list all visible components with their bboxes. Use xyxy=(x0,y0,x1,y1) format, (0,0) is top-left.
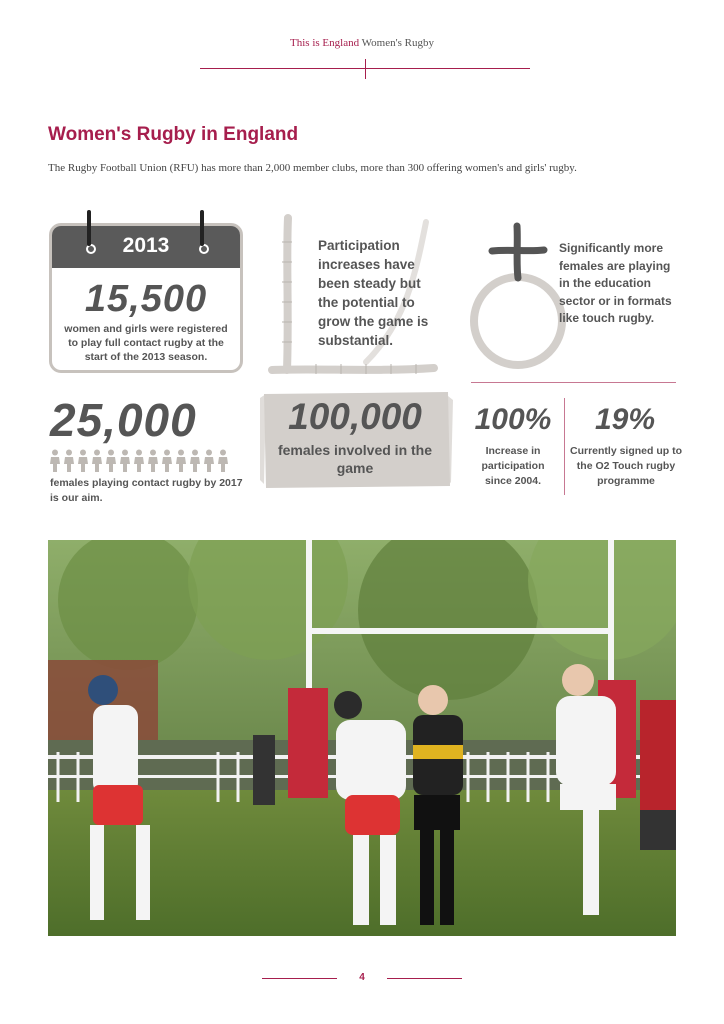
page-title: Women's Rugby in England xyxy=(48,124,299,145)
person-icon xyxy=(64,450,74,473)
person-icon xyxy=(176,450,186,473)
graph-stat-text: Participation increases have been steady but the potential to grow the game is substantial. xyxy=(318,238,429,348)
touch-number: 19% xyxy=(594,403,656,436)
female-symbol-icon xyxy=(468,218,568,374)
header-rest: Women's Rugby xyxy=(361,37,434,49)
rugby-match-photo xyxy=(48,540,676,936)
page-number: 4 xyxy=(359,972,365,983)
person-icon xyxy=(204,450,214,473)
calendar-stat xyxy=(49,223,243,373)
person-icon xyxy=(162,450,172,473)
person-icon xyxy=(78,450,88,473)
calendar-description: women and girls were registered to play full contact rugby at the start of the 2013 season. xyxy=(64,323,228,363)
intro-paragraph: The Rugby Football Union (RFU) has more than 2,000 member clubs, more than 300 offering women's and girls' rugby. xyxy=(48,162,577,174)
aim-description: females playing contact rugby by 2017 is our aim. xyxy=(50,477,243,504)
involved-number: 100,000 xyxy=(288,396,422,437)
stat-divider xyxy=(564,398,565,495)
aim-number: 25,000 xyxy=(50,394,197,446)
involved-description: females involved in the game xyxy=(277,442,433,476)
running-header xyxy=(0,37,724,49)
footer-rule-left xyxy=(262,978,337,979)
calendar-binder-right-icon xyxy=(200,210,204,246)
symbol-rule xyxy=(471,382,676,383)
footer-rule-right xyxy=(387,978,462,979)
increase-number: 100% xyxy=(474,403,552,436)
header-accent: This is England xyxy=(290,37,360,49)
people-row-icon xyxy=(50,449,234,473)
calendar-binder-left-icon xyxy=(87,210,91,246)
touch-description: Currently signed up to the O2 Touch rugby programme xyxy=(570,445,683,487)
header-tick xyxy=(365,59,366,79)
person-icon xyxy=(148,450,158,473)
person-icon xyxy=(134,450,144,473)
person-icon xyxy=(218,450,228,473)
person-icon xyxy=(50,450,60,473)
person-icon xyxy=(92,450,102,473)
person-icon xyxy=(120,450,130,473)
increase-description: Increase in participation since 2004. xyxy=(481,445,545,487)
calendar-number: 15,500 xyxy=(84,278,208,320)
calendar-year: 2013 xyxy=(122,234,170,257)
person-icon xyxy=(190,450,200,473)
person-icon xyxy=(106,450,116,473)
symbol-stat-text: Significantly more females are playing in the education sector or in formats like touch rugby. xyxy=(559,241,672,325)
